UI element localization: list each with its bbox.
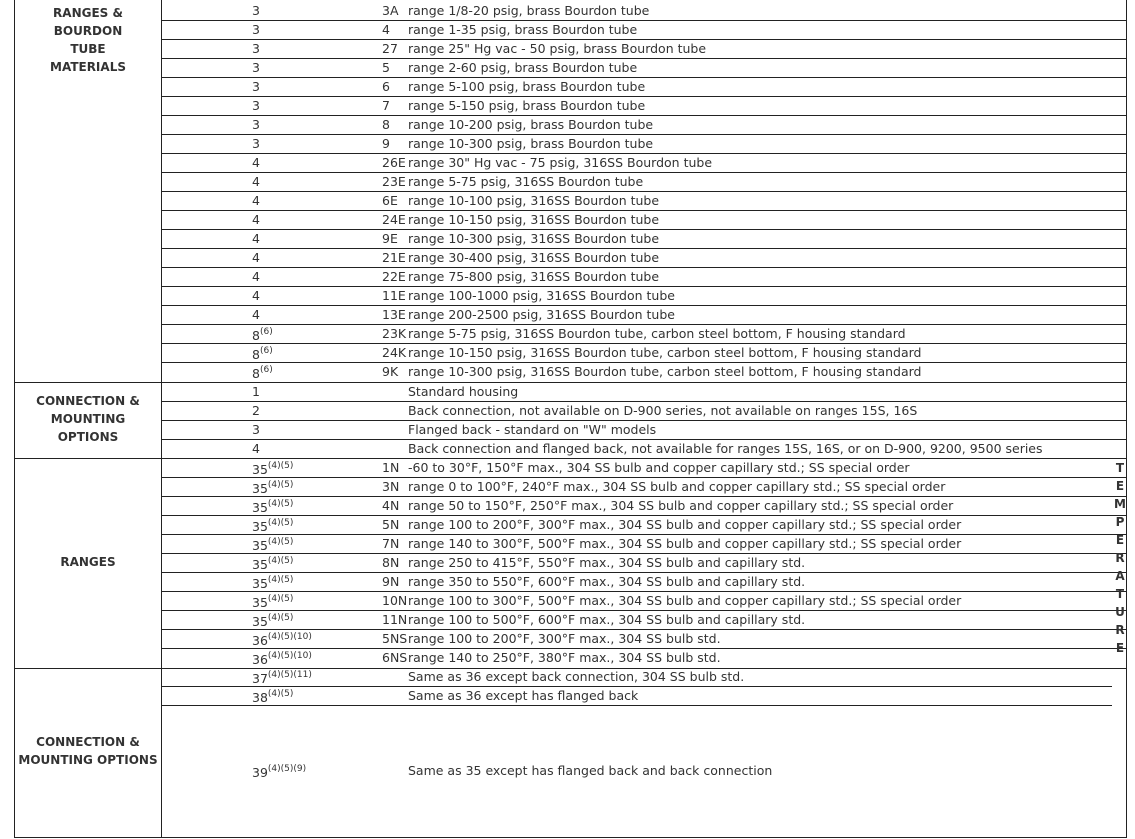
section-label	[14, 392, 162, 446]
model-code-value: 4	[252, 441, 260, 456]
option-description: range 2-60 psig, brass Bourdon tube	[408, 60, 638, 75]
model-code	[252, 534, 293, 555]
section-label	[14, 4, 162, 76]
footnote-ref: (6)	[259, 346, 273, 356]
footnote-ref: (4)(5)	[267, 575, 294, 585]
option-description: range 100 to 500°F, 600°F max., 304 SS bulb and capillary std.	[408, 612, 806, 627]
footnote-ref: (4)(5)	[267, 461, 294, 471]
model-code-value: 35	[252, 538, 268, 554]
option-description: range 200-2500 psig, 316SS Bourdon tube	[408, 307, 675, 322]
option-code: 23K	[382, 326, 407, 341]
footnote-ref: (4)(5)(11)	[267, 670, 312, 680]
footnote-ref: (4)(5)(10)	[267, 632, 312, 642]
option-description: range 10-150 psig, 316SS Bourdon tube, carbon steel bottom, F housing standard	[408, 345, 922, 360]
model-code	[252, 572, 293, 593]
model-code-value: 37	[252, 671, 268, 687]
model-code-value: 35	[252, 595, 268, 611]
option-description: range 5-75 psig, 316SS Bourdon tube	[408, 174, 644, 189]
model-code	[252, 458, 293, 479]
option-code: 3N	[382, 479, 400, 494]
model-code	[252, 401, 260, 420]
model-code-value: 35	[252, 614, 268, 630]
option-code: 5N	[382, 517, 400, 532]
option-description: range 100 to 300°F, 500°F max., 304 SS bulb and copper capillary std.; SS special order	[408, 593, 962, 608]
option-description: range 30" Hg vac - 75 psig, 316SS Bourdon tube	[408, 155, 713, 170]
row-divider	[161, 686, 1112, 687]
side-label-letter: P	[1115, 515, 1125, 529]
option-description: range 5-75 psig, 316SS Bourdon tube, carbon steel bottom, F housing standard	[408, 326, 906, 341]
option-code: 9K	[382, 364, 399, 379]
side-label-letter: U	[1115, 605, 1125, 619]
model-code-value: 4	[252, 155, 260, 170]
footnote-ref: (4)(5)	[267, 480, 294, 490]
model-code	[252, 286, 260, 305]
row-divider	[161, 172, 1126, 173]
option-description: Same as 36 except has flanged back	[408, 688, 639, 703]
model-code	[252, 496, 293, 517]
option-description: Standard housing	[408, 384, 519, 399]
option-description: Back connection, not available on D-900 series, not available on ranges 15S, 16S	[408, 403, 918, 418]
footnote-ref: (6)	[259, 327, 273, 337]
model-code	[252, 761, 306, 782]
model-code-value: 35	[252, 462, 268, 478]
option-code: 5	[382, 60, 390, 75]
option-description: range 100-1000 psig, 316SS Bourdon tube	[408, 288, 675, 303]
option-code: 13E	[382, 307, 406, 322]
model-code	[252, 477, 293, 498]
option-description: range 30-400 psig, 316SS Bourdon tube	[408, 250, 660, 265]
footnote-ref: (4)(5)	[267, 518, 294, 528]
model-code-value: 3	[252, 117, 260, 132]
row-divider	[161, 705, 1112, 706]
option-code: 7	[382, 98, 390, 113]
section-label-line: TUBE	[70, 42, 106, 56]
option-code: 6NS	[382, 650, 408, 665]
section-label-line: MATERIALS	[50, 60, 126, 74]
section-label	[14, 733, 162, 769]
model-code-value: 3	[252, 3, 260, 18]
option-description: Back connection and flanged back, not available for ranges 15S, 16S, or on D-900, 9200, 9500 series	[408, 441, 1043, 456]
section-label-line: BOURDON	[53, 24, 123, 38]
model-code-value: 35	[252, 557, 268, 573]
row-divider	[161, 20, 1126, 21]
model-code	[252, 343, 273, 364]
model-code	[252, 77, 260, 96]
option-code: 8N	[382, 555, 400, 570]
option-description: range 250 to 415°F, 550°F max., 304 SS bulb and capillary std.	[408, 555, 806, 570]
footnote-ref: (4)(5)	[267, 537, 294, 547]
option-code: 4	[382, 22, 390, 37]
model-code-value: 3	[252, 79, 260, 94]
model-code-value: 35	[252, 519, 268, 535]
option-code: 6	[382, 79, 390, 94]
side-label-letter: E	[1115, 533, 1125, 547]
model-code	[252, 58, 260, 77]
model-code	[252, 362, 273, 383]
section-label-line: RANGES &	[53, 6, 123, 20]
model-code-value: 4	[252, 250, 260, 265]
model-code	[252, 20, 260, 39]
model-code	[252, 439, 260, 458]
model-code	[252, 305, 260, 324]
option-description: range 10-100 psig, 316SS Bourdon tube	[408, 193, 660, 208]
model-code	[252, 686, 293, 707]
option-code: 27	[382, 41, 398, 56]
model-code-value: 35	[252, 576, 268, 592]
model-code-value: 4	[252, 193, 260, 208]
model-code	[252, 267, 260, 286]
model-code-value: 36	[252, 633, 268, 649]
model-code-value: 4	[252, 269, 260, 284]
model-code-value: 2	[252, 403, 260, 418]
footnote-ref: (4)(5)	[267, 689, 294, 699]
option-description: range 50 to 150°F, 250°F max., 304 SS bulb and copper capillary std.; SS special order	[408, 498, 954, 513]
model-code-value: 39	[252, 765, 268, 781]
model-code-value: 3	[252, 22, 260, 37]
model-code-value: 3	[252, 422, 260, 437]
option-description: range 1/8-20 psig, brass Bourdon tube	[408, 3, 650, 18]
model-code	[252, 591, 293, 612]
model-code-value: 8	[252, 366, 260, 382]
model-code	[252, 648, 312, 669]
model-code	[252, 210, 260, 229]
option-code: 5NS	[382, 631, 408, 646]
row-divider	[14, 382, 1127, 383]
section-label-line: MOUNTING	[50, 412, 126, 426]
side-label-letter: T	[1115, 587, 1125, 601]
row-divider	[14, 837, 1127, 838]
footnote-ref: (4)(5)	[267, 594, 294, 604]
model-code-value: 3	[252, 60, 260, 75]
option-description: range 350 to 550°F, 600°F max., 304 SS bulb and capillary std.	[408, 574, 806, 589]
option-code: 23E	[382, 174, 406, 189]
model-code-value: 36	[252, 652, 268, 668]
model-code	[252, 420, 260, 439]
model-code	[252, 553, 293, 574]
option-code: 11N	[382, 612, 408, 627]
option-description: range 0 to 100°F, 240°F max., 304 SS bulb and copper capillary std.; SS special order	[408, 479, 946, 494]
model-code-value: 4	[252, 212, 260, 227]
model-code	[252, 134, 260, 153]
option-code: 8	[382, 117, 390, 132]
model-code	[252, 324, 273, 345]
option-description: range 10-300 psig, brass Bourdon tube	[408, 136, 654, 151]
option-description: -60 to 30°F, 150°F max., 304 SS bulb and copper capillary std.; SS special order	[408, 460, 910, 475]
option-code: 7N	[382, 536, 400, 551]
option-code: 26E	[382, 155, 406, 170]
option-code: 24K	[382, 345, 407, 360]
option-description: range 140 to 250°F, 380°F max., 304 SS bulb std.	[408, 650, 721, 665]
option-code: 4N	[382, 498, 400, 513]
model-code-value: 4	[252, 307, 260, 322]
model-code	[252, 667, 312, 688]
side-label-letter: E	[1115, 479, 1125, 493]
model-code	[252, 96, 260, 115]
section-label-line: MOUNTING OPTIONS	[18, 753, 158, 767]
side-label-letter: A	[1115, 569, 1125, 583]
side-label-letter: E	[1115, 641, 1125, 655]
option-code: 21E	[382, 250, 406, 265]
option-code: 9	[382, 136, 390, 151]
option-description: range 100 to 200°F, 300°F max., 304 SS bulb and copper capillary std.; SS special order	[408, 517, 962, 532]
option-description: range 10-300 psig, 316SS Bourdon tube, carbon steel bottom, F housing standard	[408, 364, 922, 379]
model-code	[252, 172, 260, 191]
row-divider	[161, 58, 1126, 59]
model-code	[252, 153, 260, 172]
footnote-ref: (4)(5)(9)	[267, 764, 307, 774]
model-code	[252, 629, 312, 650]
side-label-letter: R	[1115, 551, 1125, 565]
model-code-value: 4	[252, 288, 260, 303]
model-code-value: 4	[252, 231, 260, 246]
side-label-letter: R	[1115, 623, 1125, 637]
column-divider	[161, 0, 162, 838]
model-code-value: 8	[252, 328, 260, 344]
model-code-value: 35	[252, 500, 268, 516]
option-code: 9N	[382, 574, 400, 589]
model-code-value: 8	[252, 347, 260, 363]
option-description: range 140 to 300°F, 500°F max., 304 SS bulb and copper capillary std.; SS special order	[408, 536, 962, 551]
model-code-value: 1	[252, 384, 260, 399]
column-divider	[1126, 0, 1127, 838]
model-code	[252, 1, 260, 20]
model-code-value: 4	[252, 174, 260, 189]
option-code: 24E	[382, 212, 406, 227]
option-code: 10N	[382, 593, 408, 608]
model-code	[252, 115, 260, 134]
section-label-line: RANGES	[60, 555, 116, 569]
footnote-ref: (6)	[259, 365, 273, 375]
option-description: range 10-150 psig, 316SS Bourdon tube	[408, 212, 660, 227]
model-code	[252, 39, 260, 58]
model-code	[252, 515, 293, 536]
option-description: range 100 to 200°F, 300°F max., 304 SS bulb std.	[408, 631, 721, 646]
option-description: range 1-35 psig, brass Bourdon tube	[408, 22, 638, 37]
model-code-value: 3	[252, 98, 260, 113]
model-code	[252, 248, 260, 267]
option-description: range 5-100 psig, brass Bourdon tube	[408, 79, 646, 94]
option-description: Same as 36 except back connection, 304 SS bulb std.	[408, 669, 745, 684]
section-label-line: CONNECTION &	[36, 394, 140, 408]
option-description: range 25" Hg vac - 50 psig, brass Bourdon tube	[408, 41, 707, 56]
side-label-temperature	[1114, 459, 1126, 657]
model-code	[252, 610, 293, 631]
side-label-letter: M	[1114, 497, 1126, 511]
option-description: range 10-200 psig, brass Bourdon tube	[408, 117, 654, 132]
option-description: range 75-800 psig, 316SS Bourdon tube	[408, 269, 660, 284]
option-code: 11E	[382, 288, 406, 303]
option-description: range 5-150 psig, brass Bourdon tube	[408, 98, 646, 113]
model-code-value: 3	[252, 136, 260, 151]
footnote-ref: (4)(5)	[267, 556, 294, 566]
model-code	[252, 229, 260, 248]
model-code	[252, 382, 260, 401]
footnote-ref: (4)(5)(10)	[267, 651, 312, 661]
option-code: 9E	[382, 231, 398, 246]
model-code-value: 3	[252, 41, 260, 56]
footnote-ref: (4)(5)	[267, 499, 294, 509]
model-code-value: 35	[252, 481, 268, 497]
model-code-value: 38	[252, 690, 268, 706]
option-code: 22E	[382, 269, 406, 284]
option-code: 1N	[382, 460, 400, 475]
section-label-line: CONNECTION &	[36, 735, 140, 749]
section-label-line: OPTIONS	[57, 430, 119, 444]
side-label-letter: T	[1115, 461, 1125, 475]
option-code: 3A	[382, 3, 399, 18]
model-code	[252, 191, 260, 210]
section-label	[14, 553, 162, 571]
option-description: range 10-300 psig, 316SS Bourdon tube	[408, 231, 660, 246]
option-description: Flanged back - standard on "W" models	[408, 422, 657, 437]
footnote-ref: (4)(5)	[267, 613, 294, 623]
option-description: Same as 35 except has flanged back and back connection	[408, 763, 773, 778]
option-code: 6E	[382, 193, 398, 208]
